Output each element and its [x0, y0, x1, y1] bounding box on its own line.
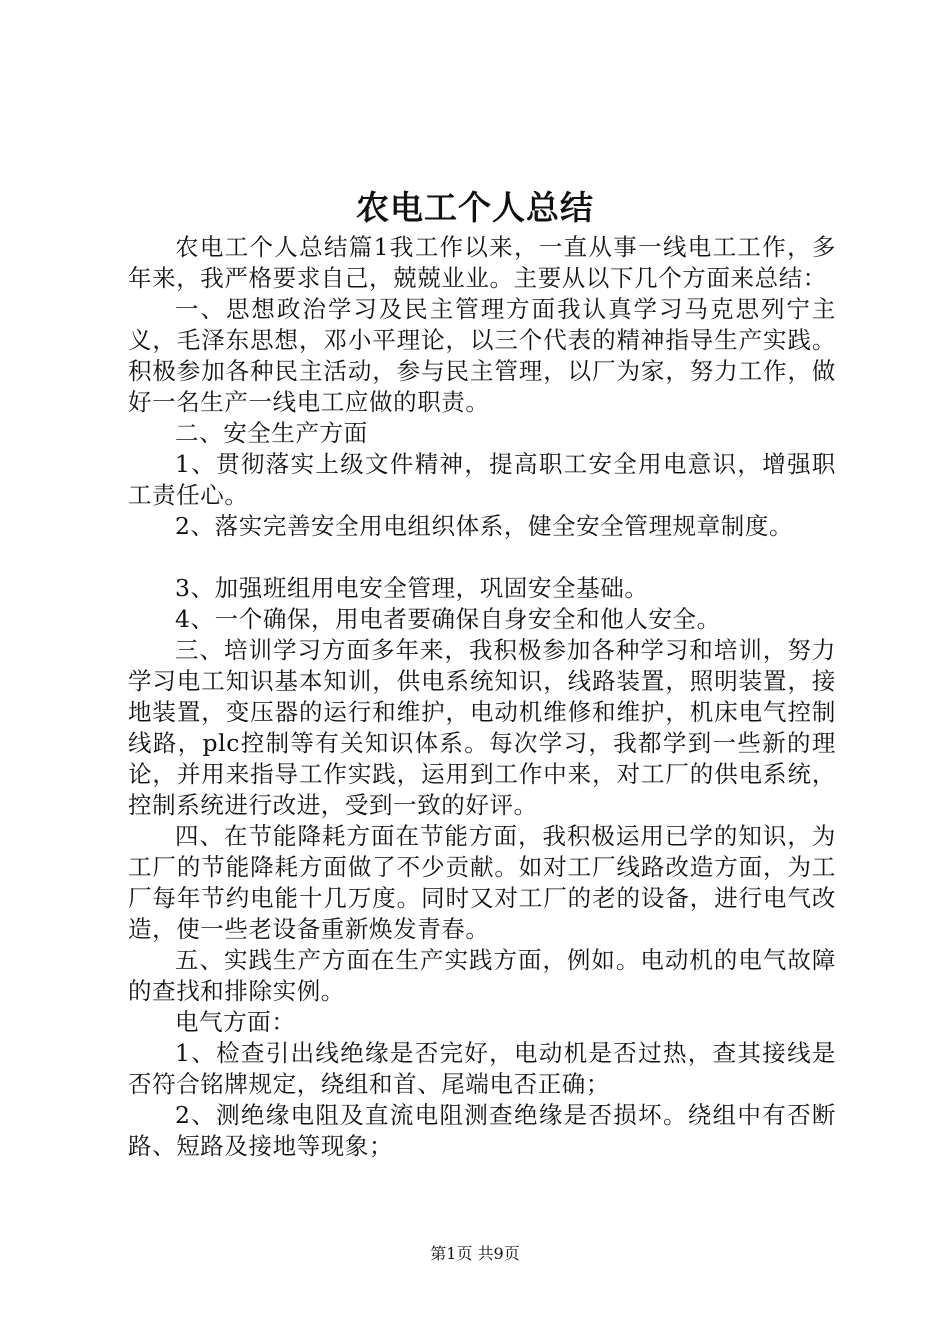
paragraph-electrical-item-2: 2、测绝缘电阻及直流电阻测查绝缘是否损坏。绕组中有否断路、短路及接地等现象；: [128, 1101, 836, 1160]
document-title: 农电工个人总结: [356, 188, 594, 227]
document-body: [128, 232, 836, 1162]
paragraph-training: 三、培训学习方面多年来，我积极参加各种学习和培训，努力学习电工知识基本知训，供电系统知识，线路装置，照明装置，接地装置，变压器的运行和维护，电动机维修和维护，机床电气控制线路，plc控制等有关知识体系。每次学习，我都学到一些新的理论，并用来指导工作实践，运用到工作中来，对工厂的供电系统，控制系统进行改进，受到一致的好评。: [128, 636, 836, 819]
paragraph-practice: 五、实践生产方面在生产实践方面，例如。电动机的电气故障的查找和排除实例。: [128, 946, 836, 1005]
paragraph-safety-item-2: 2、落实完善安全用电组织体系，健全安全管理规章制度。: [175, 512, 794, 540]
paragraph-electrical-heading: 电气方面：: [175, 1008, 296, 1036]
paragraph-electrical-item-1: 1、检查引出线绝缘是否完好，电动机是否过热，查其接线是否符合铭牌规定，绕组和首、尾端电否正确；: [128, 1039, 836, 1098]
paragraph-energy-saving: 四、在节能降耗方面在节能方面，我积极运用已学的知识，为工厂的节能降耗方面做了不少贡献。如对工厂线路改造方面，为工厂每年节约电能十几万度。同时又对工厂的老的设备，进行电气改造，使一些老设备重新焕发青春。: [128, 822, 836, 943]
paragraph-gap: [128, 542, 836, 573]
paragraph-political-study: 一、思想政治学习及民主管理方面我认真学习马克思列宁主义，毛泽东思想，邓小平理论，以三个代表的精神指导生产实践。积极参加各种民主活动，参与民主管理，以厂为家，努力工作，做好一名生产一线电工应做的职责。: [128, 295, 836, 416]
paragraph-safety-item-1: 1、贯彻落实上级文件精神，提高职工安全用电意识，增强职工责任心。: [128, 450, 836, 509]
paragraph-safety-item-3: 3、加强班组用电安全管理，巩固安全基础。: [175, 574, 649, 602]
page-footer: 第1页 共9页: [430, 1244, 520, 1263]
paragraph-safety-item-4: 4、一个确保，用电者要确保自身安全和他人安全。: [175, 605, 721, 633]
paragraph-safety-heading: 二、安全生产方面: [175, 419, 368, 447]
paragraph-intro: 农电工个人总结篇1我工作以来，一直从事一线电工工作，多年来，我严格要求自己，兢兢业业。主要从以下几个方面来总结：: [128, 233, 836, 292]
